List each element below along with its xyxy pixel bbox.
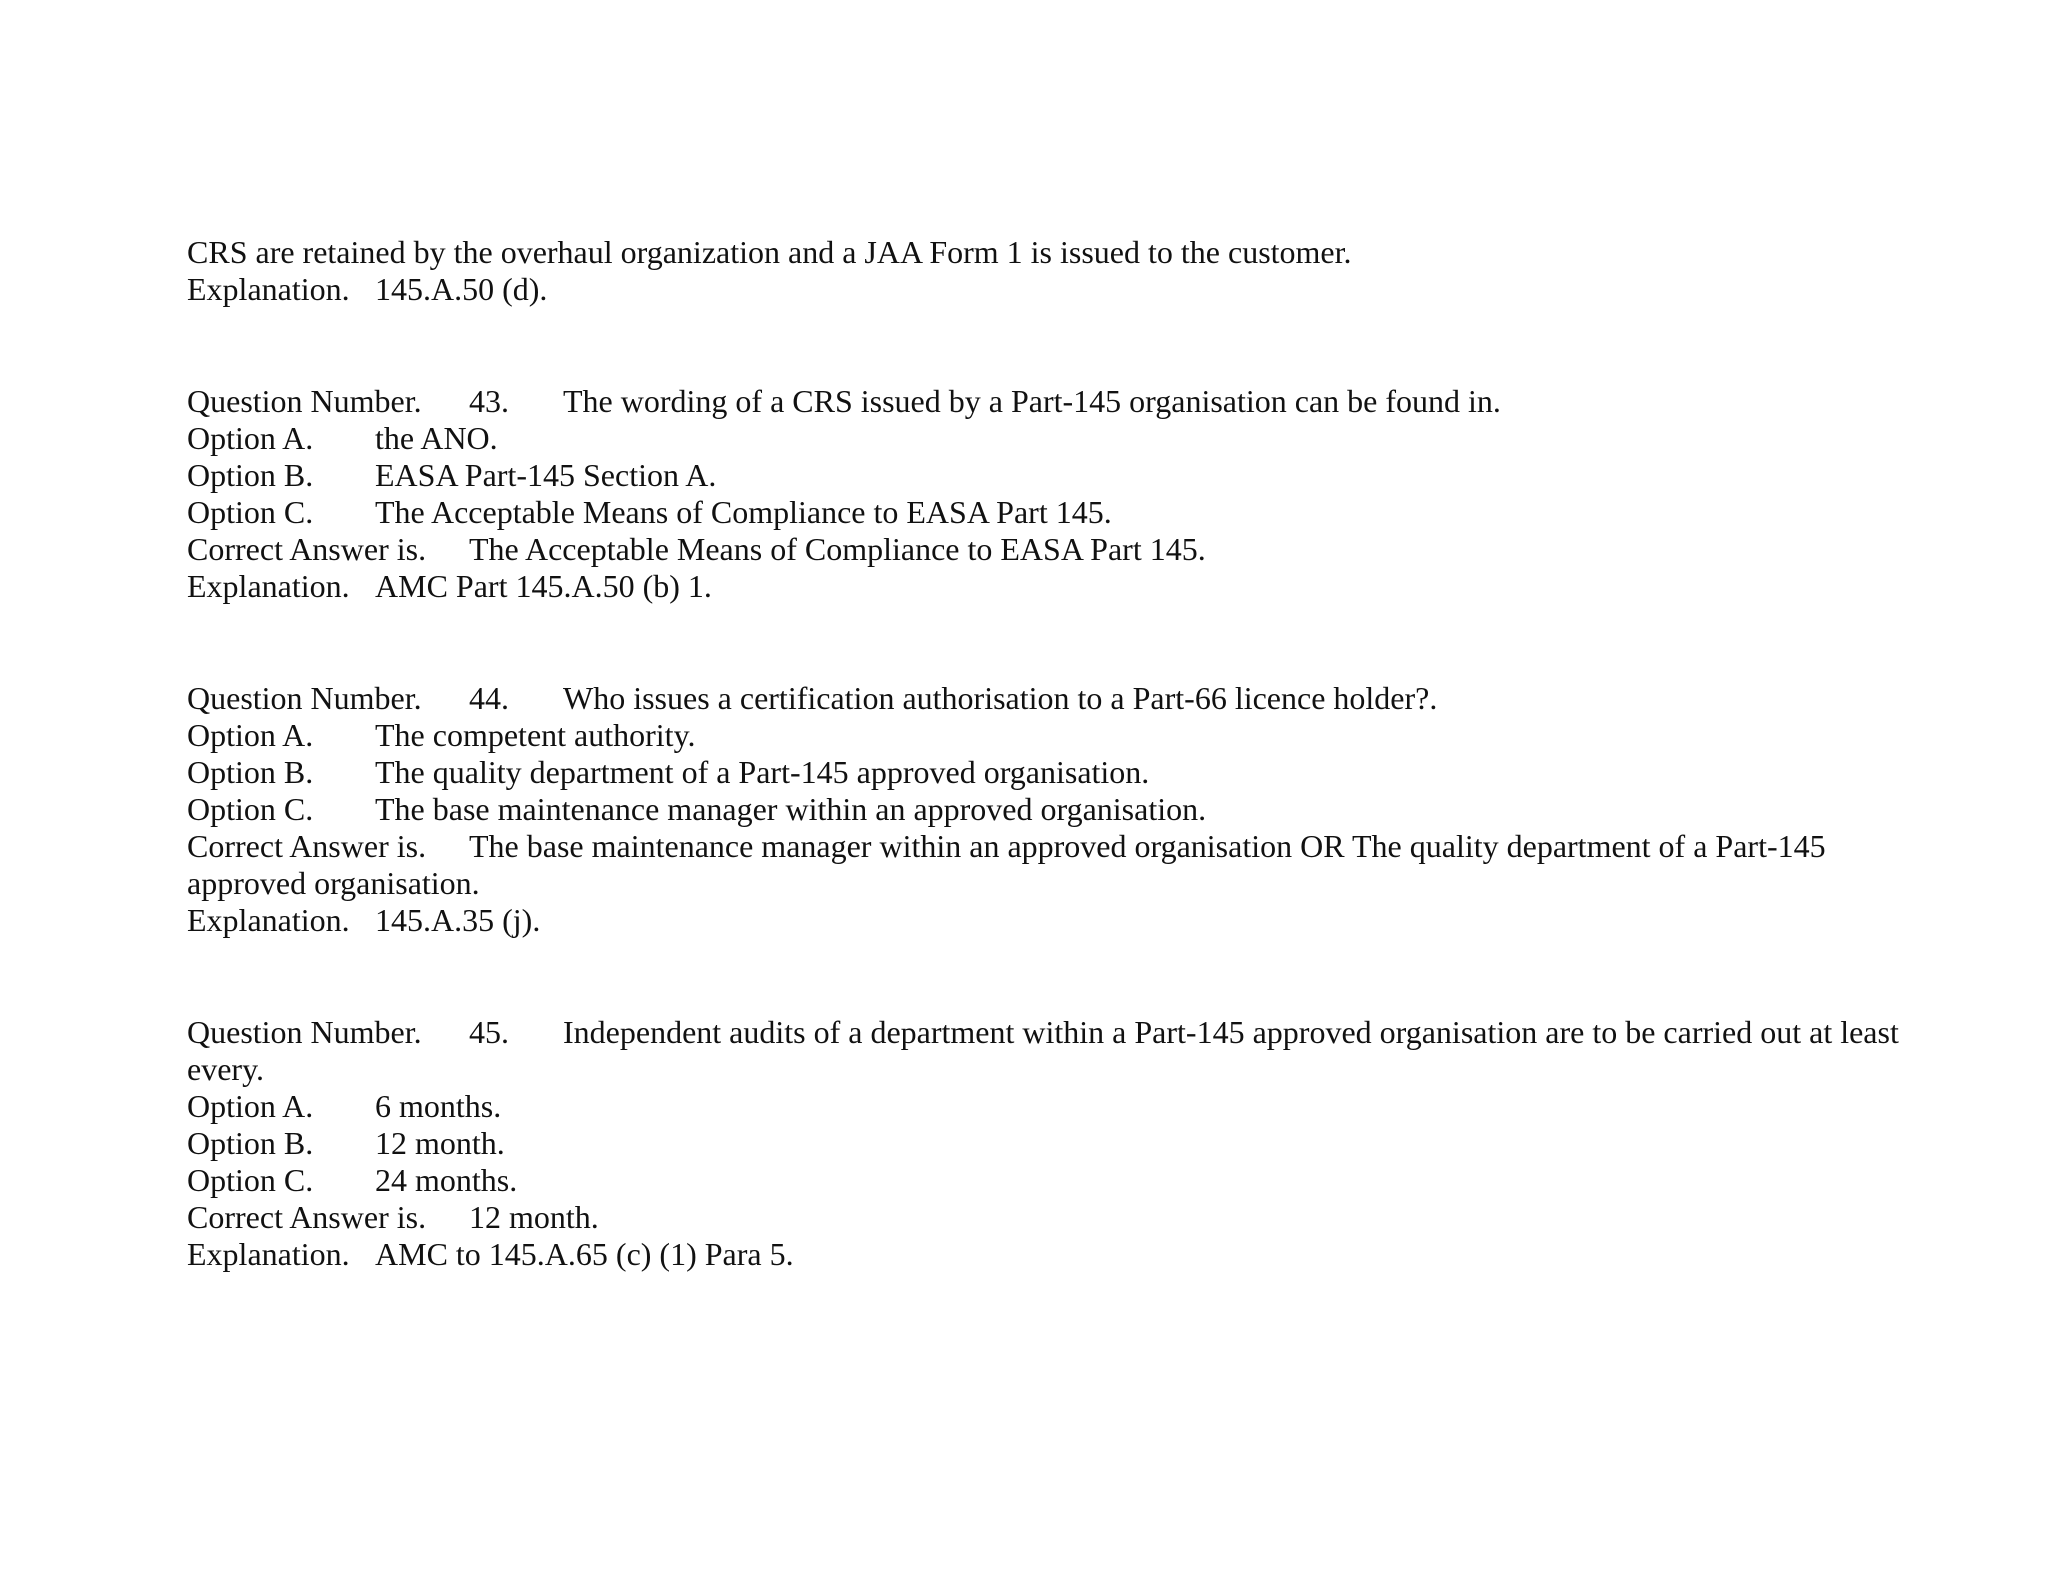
question-text-cont: every. <box>187 1051 264 1087</box>
question-44-correct-answer-cont <box>187 865 480 902</box>
correct-answer-text-cont: approved organisation. <box>187 865 480 901</box>
intro-text <box>187 234 1352 271</box>
explanation-label: Explanation. <box>187 568 350 604</box>
intro-explanation <box>187 271 547 308</box>
option-b-label: Option B. <box>187 457 314 493</box>
explanation-text: AMC Part 145.A.50 (b) 1. <box>375 568 712 604</box>
option-a-text: 6 months. <box>375 1088 502 1124</box>
question-44-option-a <box>187 717 695 754</box>
question-43-option-c <box>187 494 1112 531</box>
question-number-label: Question Number. <box>187 383 422 419</box>
correct-answer-label: Correct Answer is. <box>187 828 427 864</box>
question-44-explanation <box>187 902 540 939</box>
option-b-label: Option B. <box>187 1125 314 1161</box>
question-44-correct-answer <box>187 828 1826 865</box>
question-45-header <box>187 1014 1899 1051</box>
question-number-label: Question Number. <box>187 680 422 716</box>
question-45-explanation <box>187 1236 794 1273</box>
option-a-label: Option A. <box>187 1088 314 1124</box>
explanation-label: Explanation. <box>187 1236 350 1272</box>
option-c-label: Option C. <box>187 1162 314 1198</box>
question-45-correct-answer <box>187 1199 599 1236</box>
correct-answer-label: Correct Answer is. <box>187 1199 427 1235</box>
question-number: 43. <box>469 383 509 419</box>
question-45-header-cont <box>187 1051 264 1088</box>
correct-answer-text: 12 month. <box>469 1199 599 1235</box>
option-c-label: Option C. <box>187 494 314 530</box>
option-b-text: EASA Part-145 Section A. <box>375 457 717 493</box>
question-number: 45. <box>469 1014 509 1050</box>
option-c-text: 24 months. <box>375 1162 518 1198</box>
question-43-option-a <box>187 420 498 457</box>
option-c-text: The base maintenance manager within an approved organisation. <box>375 791 1207 827</box>
question-text: Independent audits of a department within a Part-145 approved organisation are to be carried out at least <box>563 1014 1899 1050</box>
intro-text-content: CRS are retained by the overhaul organization and a JAA Form 1 is issued to the customer. <box>187 234 1352 270</box>
question-45-option-b <box>187 1125 505 1162</box>
correct-answer-text: The Acceptable Means of Compliance to EASA Part 145. <box>469 531 1206 567</box>
question-43-option-b <box>187 457 716 494</box>
question-number: 44. <box>469 680 509 716</box>
explanation-label: Explanation. <box>187 271 350 307</box>
question-number-label: Question Number. <box>187 1014 422 1050</box>
question-44-option-b <box>187 754 1149 791</box>
option-a-text: The competent authority. <box>375 717 696 753</box>
option-a-label: Option A. <box>187 717 314 753</box>
option-c-label: Option C. <box>187 791 314 827</box>
option-b-text: 12 month. <box>375 1125 505 1161</box>
explanation-text: AMC to 145.A.65 (c) (1) Para 5. <box>375 1236 794 1272</box>
option-b-text: The quality department of a Part-145 approved organisation. <box>375 754 1150 790</box>
explanation-label: Explanation. <box>187 902 350 938</box>
explanation-text: 145.A.35 (j). <box>375 902 541 938</box>
option-a-text: the ANO. <box>375 420 498 456</box>
option-b-label: Option B. <box>187 754 314 790</box>
explanation-text: 145.A.50 (d). <box>375 271 548 307</box>
question-43-header <box>187 383 1501 420</box>
question-45-option-a <box>187 1088 501 1125</box>
question-43-explanation <box>187 568 712 605</box>
correct-answer-label: Correct Answer is. <box>187 531 427 567</box>
question-43-correct-answer <box>187 531 1206 568</box>
question-45-option-c <box>187 1162 517 1199</box>
option-c-text: The Acceptable Means of Compliance to EASA Part 145. <box>375 494 1112 530</box>
question-text: The wording of a CRS issued by a Part-145 organisation can be found in. <box>563 383 1501 419</box>
question-44-option-c <box>187 791 1206 828</box>
option-a-label: Option A. <box>187 420 314 456</box>
correct-answer-text: The base maintenance manager within an approved organisation OR The quality department of a Part-145 <box>469 828 1826 864</box>
question-text: Who issues a certification authorisation to a Part-66 licence holder?. <box>563 680 1438 716</box>
question-44-header <box>187 680 1437 717</box>
